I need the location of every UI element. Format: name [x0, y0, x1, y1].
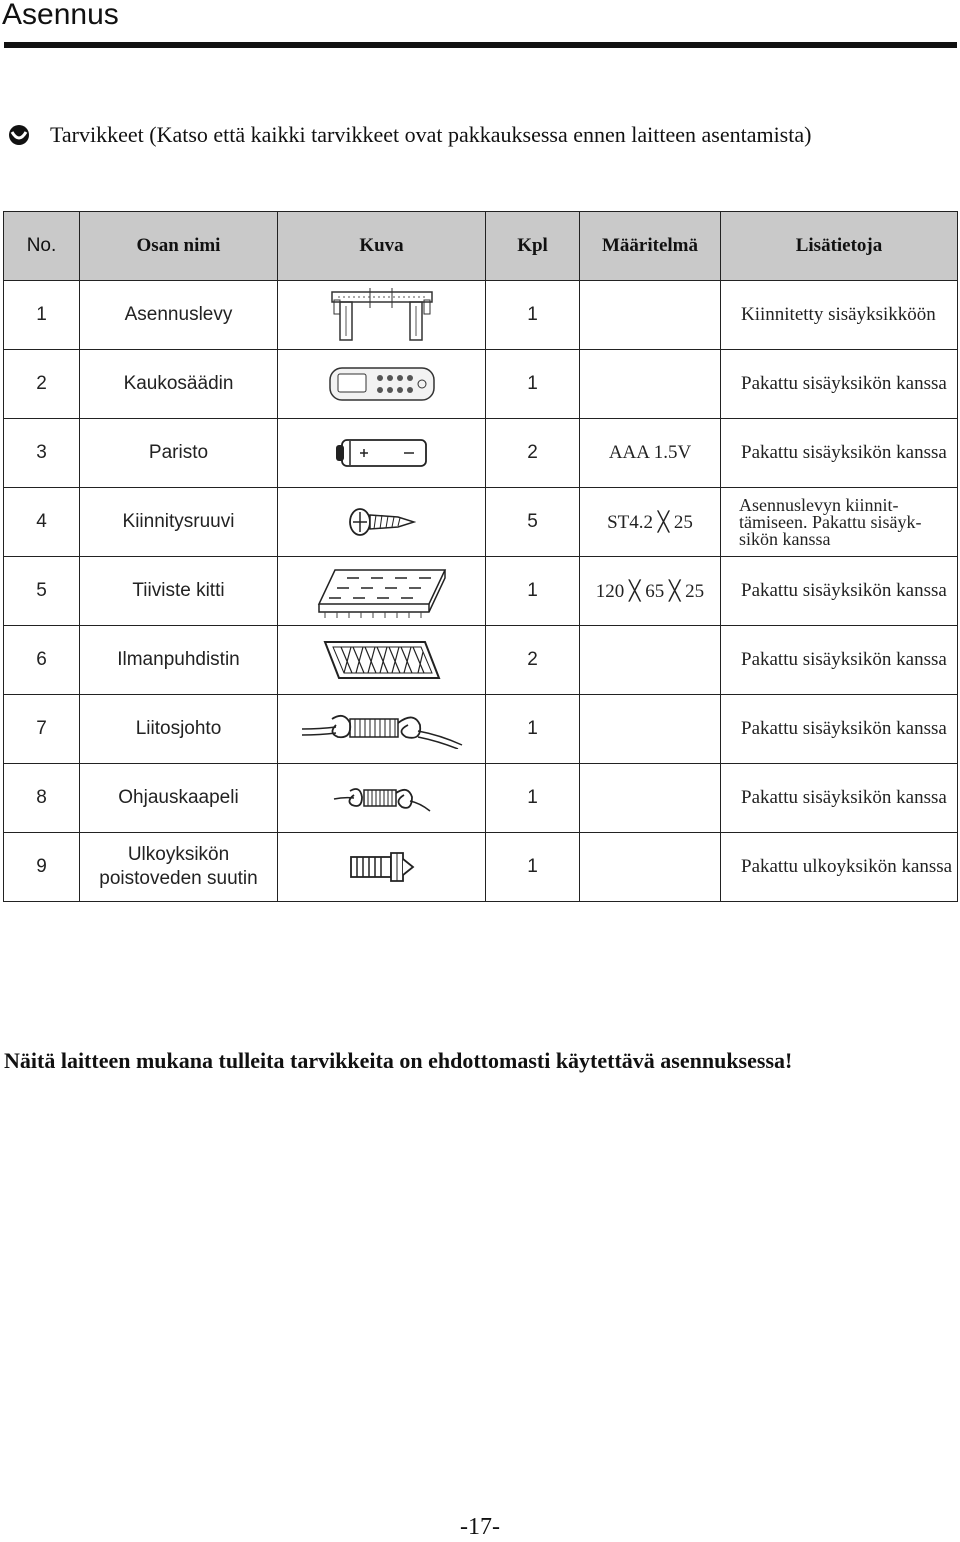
- sealing-putty-icon: [317, 564, 447, 618]
- part-name: Kaukosäädin: [80, 350, 278, 419]
- part-name: Kiinnitysruuvi: [80, 488, 278, 557]
- header-part-name: Osan nimi: [80, 212, 278, 281]
- remote-control-icon: [328, 364, 436, 404]
- table-row: [4, 833, 958, 902]
- row-number: 4: [4, 488, 80, 557]
- table-row: [4, 557, 958, 626]
- mandatory-accessories-note: Näitä laitteen mukana tulleita tarvikkeita on ehdottomasti käytettävä asennuksessa!: [4, 1048, 793, 1073]
- quantity: 1: [486, 281, 580, 350]
- quantity: 5: [486, 488, 580, 557]
- part-name: Liitosjohto: [80, 695, 278, 764]
- specification: AAA 1.5V: [580, 419, 721, 488]
- quantity: 1: [486, 350, 580, 419]
- table-row: [4, 281, 958, 350]
- specification: [580, 764, 721, 833]
- additional-info: Pakattu sisäyksikön kanssa: [721, 626, 958, 695]
- specification: [580, 350, 721, 419]
- header-picture: Kuva: [278, 212, 486, 281]
- table-row: [4, 626, 958, 695]
- quantity: 1: [486, 833, 580, 902]
- part-name: Asennuslevy: [80, 281, 278, 350]
- additional-info: Pakattu sisäyksikön kanssa: [721, 557, 958, 626]
- part-picture: [278, 281, 486, 350]
- page-number: -17-: [460, 1514, 500, 1540]
- control-cable-icon: [332, 781, 432, 815]
- part-picture: [278, 626, 486, 695]
- quantity: 2: [486, 626, 580, 695]
- additional-info: Pakattu ulkoyksikön kanssa: [721, 833, 958, 902]
- part-picture: [278, 833, 486, 902]
- air-filter-icon: [321, 638, 443, 682]
- specification: [580, 281, 721, 350]
- row-number: 6: [4, 626, 80, 695]
- connection-cable-icon: [300, 709, 464, 749]
- table-header-row: [4, 212, 958, 281]
- additional-info: Asennuslevyn kiinnit- tämiseen. Pakattu sisäyk- sikön kanssa: [721, 488, 958, 557]
- part-picture: [278, 350, 486, 419]
- row-number: 2: [4, 350, 80, 419]
- drain-nozzle-icon: [349, 849, 415, 885]
- table-row: [4, 764, 958, 833]
- quantity: 1: [486, 557, 580, 626]
- additional-info: Pakattu sisäyksikön kanssa: [721, 419, 958, 488]
- additional-info: Pakattu sisäyksikön kanssa: [721, 350, 958, 419]
- table-row: [4, 419, 958, 488]
- row-number: 8: [4, 764, 80, 833]
- specification: [580, 626, 721, 695]
- specification: [580, 695, 721, 764]
- row-number: 7: [4, 695, 80, 764]
- specification: 120 ╳ 65 ╳ 25: [580, 557, 721, 626]
- part-picture: [278, 488, 486, 557]
- header-additional-info: Lisätietoja: [721, 212, 958, 281]
- part-picture: [278, 695, 486, 764]
- row-number: 9: [4, 833, 80, 902]
- row-number: 1: [4, 281, 80, 350]
- part-picture: [278, 419, 486, 488]
- specification: [580, 833, 721, 902]
- accessories-heading-text: Tarvikkeet (Katso että kaikki tarvikkeet ovat pakkauksessa ennen laitteen asentamista): [50, 122, 812, 147]
- header-specification: Määritelmä: [580, 212, 721, 281]
- part-picture: [278, 557, 486, 626]
- battery-icon: [334, 437, 430, 469]
- additional-info: Kiinnitetty sisäyksikköön: [721, 281, 958, 350]
- quantity: 1: [486, 764, 580, 833]
- table-row: [4, 488, 958, 557]
- accessories-heading: [8, 122, 958, 148]
- part-name: Ilmanpuhdistin: [80, 626, 278, 695]
- checkmark-bullet-icon: [8, 124, 30, 146]
- part-picture: [278, 764, 486, 833]
- quantity: 2: [486, 419, 580, 488]
- table-row: [4, 350, 958, 419]
- accessories-table: [3, 211, 958, 902]
- part-name: Paristo: [80, 419, 278, 488]
- title-underline: [4, 42, 957, 48]
- table-row: [4, 695, 958, 764]
- quantity: 1: [486, 695, 580, 764]
- part-name: Ohjauskaapeli: [80, 764, 278, 833]
- header-quantity: Kpl: [486, 212, 580, 281]
- mounting-plate-icon: [330, 286, 434, 344]
- specification: ST4.2 ╳ 25: [580, 488, 721, 557]
- page-title: Asennus: [2, 0, 119, 31]
- additional-info: Pakattu sisäyksikön kanssa: [721, 695, 958, 764]
- row-number: 3: [4, 419, 80, 488]
- screw-icon: [348, 505, 416, 539]
- part-name: Tiiviste kitti: [80, 557, 278, 626]
- additional-info: Pakattu sisäyksikön kanssa: [721, 764, 958, 833]
- part-name: Ulkoyksikön poistoveden suutin: [80, 833, 278, 902]
- row-number: 5: [4, 557, 80, 626]
- header-no: No.: [4, 212, 80, 281]
